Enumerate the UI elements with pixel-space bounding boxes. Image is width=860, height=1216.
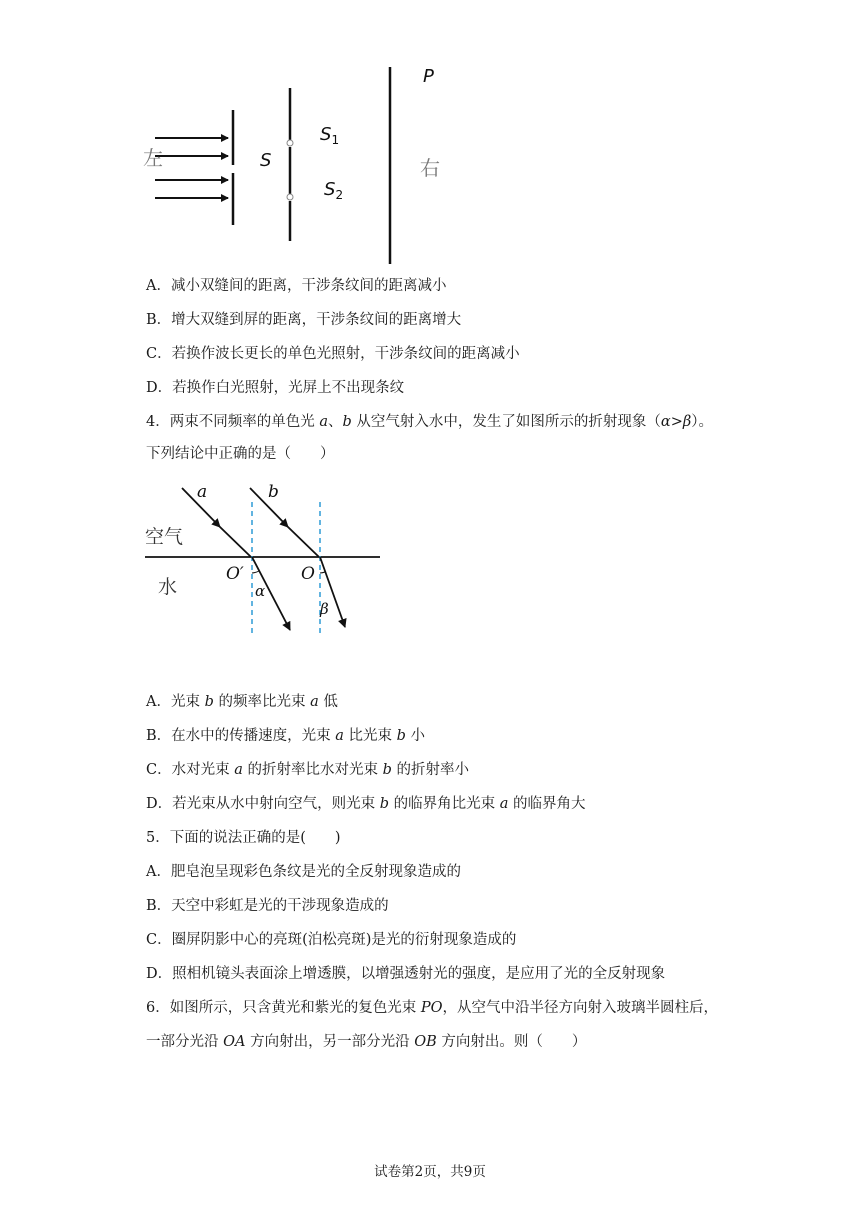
q4-stem-line-2: 下列结论中正确的是（ ）: [146, 446, 335, 462]
angle-beta-arc: [320, 572, 325, 573]
slit-s1-marker: [287, 140, 293, 146]
ray-a-incident-cont: [220, 527, 251, 557]
s-label: S: [260, 150, 272, 171]
left-label: 左: [143, 146, 163, 170]
q3-option-c: C．若换作波长更长的单色光照射，干涉条纹间的距离减小: [146, 346, 520, 362]
right-label: 右: [420, 156, 440, 180]
q4-option-a: A．光束 b 的频率比光束 a 低: [146, 694, 338, 710]
page-footer: 试卷第2页，共9页: [374, 1164, 486, 1180]
refraction-figure: [140, 480, 390, 640]
point-o-prime-label: O′: [226, 564, 244, 584]
s1-label: $S_1$: [320, 124, 340, 147]
water-label: 水: [158, 576, 178, 598]
q5-option-a: A．肥皂泡呈现彩色条纹是光的全反射现象造成的: [146, 864, 461, 880]
q5-stem: 5．下面的说法正确的是( ): [146, 830, 341, 846]
angle-alpha-arc: [252, 571, 259, 573]
s2-label: $S_2$: [324, 179, 344, 202]
ray-a-label: a: [197, 482, 208, 502]
q4-option-c: C．水对光束 a 的折射率比水对光束 b 的折射率小: [146, 762, 469, 778]
q4-option-b: B．在水中的传播速度，光束 a 比光束 b 小: [146, 728, 426, 744]
q6-stem-line-1: 6．如图所示，只含黄光和紫光的复色光束 PO，从空气中沿半径方向射入玻璃半圆柱后，: [146, 1000, 718, 1016]
p-label: P: [423, 66, 434, 87]
q3-option-b: B．增大双缝到屏的距离，干涉条纹间的距离增大: [146, 312, 462, 328]
q4-option-d: D．若光束从水中射向空气，则光束 b 的临界角比光束 a 的临界角大: [146, 796, 586, 812]
q6-stem-line-2: 一部分光沿 OA 方向射出，另一部分光沿 OB 方向射出。则（ ）: [146, 1034, 587, 1050]
slit-s2-marker: [287, 194, 293, 200]
point-o-label: O: [301, 564, 315, 584]
q3-option-d: D．若换作白光照射，光屏上不出现条纹: [146, 380, 405, 396]
q4-stem-line-1: 4．两束不同频率的单色光 a、b 从空气射入水中，发生了如图所示的折射现象（α>β）。: [146, 414, 713, 430]
q3-option-a: A．减小双缝间的距离，干涉条纹间的距离减小: [146, 278, 447, 294]
angle-beta-label: β: [320, 600, 329, 618]
q5-option-b: B．天空中彩虹是光的干涉现象造成的: [146, 898, 389, 914]
double-slit-figure: [140, 60, 460, 270]
q5-option-c: C．圈屏阴影中心的亮斑(泊松亮斑)是光的衍射现象造成的: [146, 932, 517, 948]
angle-alpha-label: α: [255, 582, 266, 600]
ray-b-label: b: [268, 482, 279, 502]
ray-b-incident-cont: [288, 527, 319, 557]
air-label: 空气: [145, 526, 184, 548]
q5-option-d: D．照相机镜头表面涂上增透膜，以增强透射光的强度，是应用了光的全反射现象: [146, 966, 666, 982]
